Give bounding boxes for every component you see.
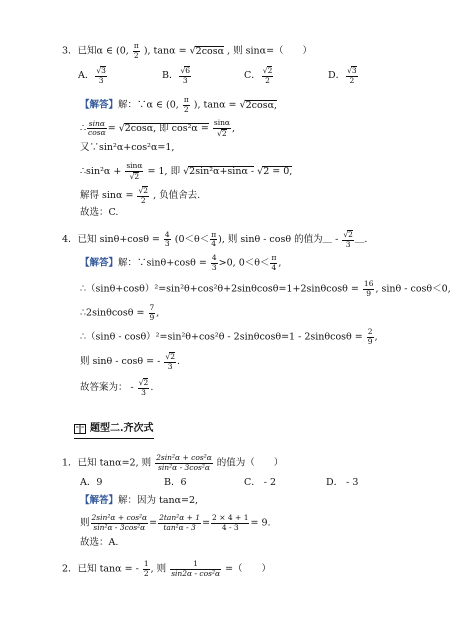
q4-answer-line-6: 故答案为： - $\frac{√2}{3}$ .	[80, 378, 154, 397]
option-d: D． $\frac{√3}{2}$	[328, 66, 357, 85]
q4-answer-line-3: ∴2sinθcosθ = $\frac{7}{9}$ ,	[80, 303, 160, 322]
option-d: D． - 3	[326, 477, 359, 488]
section-divider	[74, 438, 154, 439]
option-c: C． - 2	[244, 477, 277, 488]
answer-tag: 【解答】	[80, 99, 119, 111]
q3-answer-line-2: ∴ $\frac{\sin\alpha}{\cos\alpha}$ = √2cosα, 即 cos²α = $\frac{\sin\alpha}{√2}$ ,	[80, 118, 236, 138]
option-c: C． $\frac{√2}{2}$	[244, 66, 273, 85]
option-b: B． $\frac{√6}{3}$	[162, 66, 191, 85]
q3-answer-line-3: 又∵sin²α+cos²α=1,	[80, 142, 175, 153]
answer-tag: 【解答】	[80, 257, 119, 269]
q4-answer-line-4: ∴（sinθ - cosθ）²=sin²θ+cos²θ - 2sinθcosθ=1 - 2sinθcosθ = $\frac{2}{9}$ ,	[80, 327, 378, 346]
q1-answer-line-3: 故选：A.	[80, 537, 119, 548]
q4-stem: 4．已知 sinθ+cosθ = $\frac{4}{3}$ (0＜θ＜ $\frac{\pi}{4}$ ), 则 sinθ - cosθ 的值为＿ - $\frac{√2}{3}$ ＿.	[62, 229, 368, 249]
q1-answer-line-1: 【解答】解：因为 tanα=2,	[80, 495, 199, 506]
fraction: $\frac{\pi}{2}$	[133, 41, 139, 60]
option-b: B．6	[164, 477, 187, 488]
q4-answer-line-2: ∴（sinθ+cosθ）²=sin²θ+cos²θ+2sinθcosθ=1+2sinθcosθ = $\frac{16}{9}$ , sinθ - cosθ＜0,	[80, 279, 451, 298]
q1-answer-line-2: 则 $\frac{\text{2sin²α + cos²α}}{\text{sin²α - 3cos²α}}$ = $\frac{\text{2tan²α + 1}}{\text{tan²α - 3}}$ = $\frac{2 \times 4 + 1}{4 - 3}$ = 9.	[80, 513, 271, 532]
q1-stem: 1．已知 tanα=2, 则 $\frac{\text{2sin²α + cos²α}}{\text{sin²α - 3cos²α}}$ 的值为（ ）	[62, 453, 284, 472]
option-a: A． $\frac{√3}{3}$	[78, 66, 106, 85]
q3-answer-line-1: 【解答】解：∵α ∈ (0, $\frac{\pi}{2}$ ), tanα = √2cosα,	[80, 95, 278, 114]
q3-options	[78, 66, 108, 85]
q3-stem: 3．已知α ∈ (0, $\frac{\pi}{2}$ ), tanα = √2cosα , 则 sinα=（ ）	[62, 41, 313, 60]
option-a: A．9	[80, 477, 103, 488]
book-icon	[74, 424, 86, 434]
q4-answer-line-5: 则 sinθ - cosθ = - $\frac{√2}{3}$ .	[80, 352, 180, 371]
q3-answer-line-6: 故选：C.	[80, 207, 119, 218]
section-title: 题型二.齐次式	[90, 423, 154, 434]
q4-answer-line-1: 【解答】解：∵sinθ+cosθ = $\frac{4}{3}$ >0, 0＜θ＜ $\frac{\pi}{4}$ ,	[80, 253, 282, 272]
q3-answer-line-4: ∴sin²α + $\frac{\sin\alpha}{√2}$ = 1, 即 √2sin²α+sinα - √2 = 0,	[80, 161, 293, 181]
q3-answer-line-5: 解得 sinα = $\frac{√2}{2}$ , 负值舍去.	[80, 186, 201, 205]
answer-tag: 【解答】	[80, 495, 119, 506]
q2-stem: 2．已知 tanα = - $\frac{1}{2}$ , 则 $\frac{1}{\text{sin2α - cos²α}}$ =（ ）	[62, 559, 272, 578]
